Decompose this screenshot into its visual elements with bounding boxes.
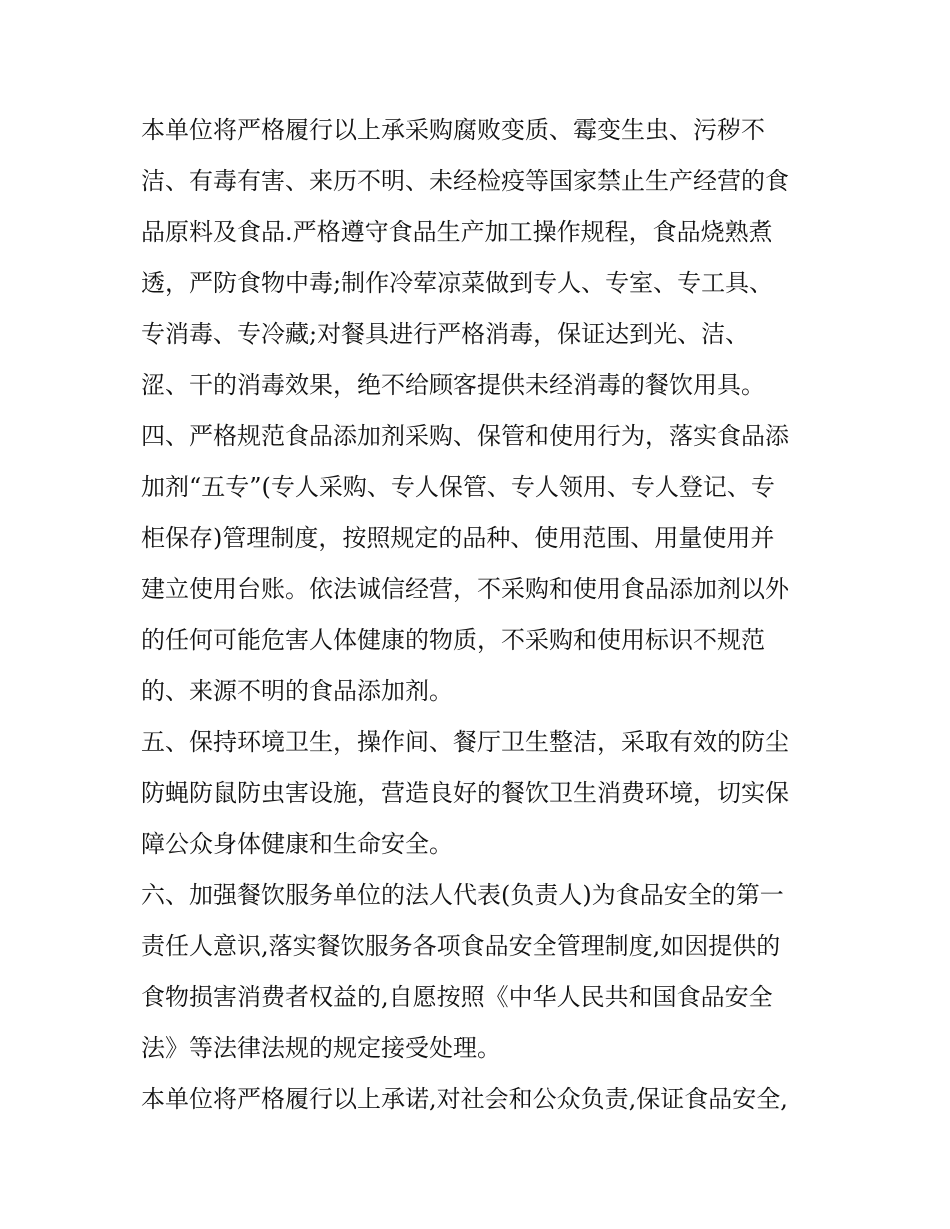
text-line: 的、来源不明的食品添加剂。 [141, 677, 453, 705]
text-line: 的任何可能危害人体健康的物质，不采购和使用标识不规范 [141, 626, 765, 654]
text-line: 洁、有毒有害、来历不明、未经检疫等国家禁止生产经营的食 [141, 167, 789, 195]
text-line: 品原料及食品.严格遵守食品生产加工操作规程，食品烧熟煮 [141, 218, 773, 246]
text-line: 责任人意识,落实餐饮服务各项食品安全管理制度,如因提供的 [141, 932, 781, 960]
text-line: 障公众身体健康和生命安全。 [141, 830, 453, 858]
text-line: 食物损害消费者权益的,自愿按照《中华人民共和国食品安全 [141, 983, 773, 1011]
text-line: 六、加强餐饮服务单位的法人代表(负责人)为食品安全的第一 [141, 881, 784, 909]
text-line: 专消毒、专冷藏;对餐具进行严格消毒，保证达到光、洁、 [141, 320, 750, 348]
text-line: 加剂“五专”(专人采购、专人保管、专人领用、专人登记、专 [141, 473, 775, 501]
text-line: 防蝇防鼠防虫害设施，营造良好的餐饮卫生消费环境，切实保 [141, 779, 789, 807]
text-line: 柜保存)管理制度，按照规定的品种、使用范围、用量使用并 [141, 524, 775, 552]
text-line: 本单位将严格履行以上承采购腐败变质、霉变生虫、污秽不 [141, 116, 765, 144]
text-line: 涩、干的消毒效果，绝不给顾客提供未经消毒的餐饮用具。 [141, 371, 765, 399]
text-line: 五、保持环境卫生，操作间、餐厅卫生整洁，采取有效的防尘 [141, 728, 789, 756]
text-line: 建立使用台账。依法诚信经营，不采购和使用食品添加剂以外 [141, 575, 789, 603]
text-line: 四、严格规范食品添加剂采购、保管和使用行为，落实食品添 [141, 422, 789, 450]
text-line: 本单位将严格履行以上承诺,对社会和公众负责,保证食品安全, [141, 1085, 788, 1113]
text-line: 法》等法律法规的规定接受处理。 [141, 1034, 501, 1062]
text-line: 透，严防食物中毒;制作冷荤凉菜做到专人、专室、专工具、 [141, 269, 774, 297]
